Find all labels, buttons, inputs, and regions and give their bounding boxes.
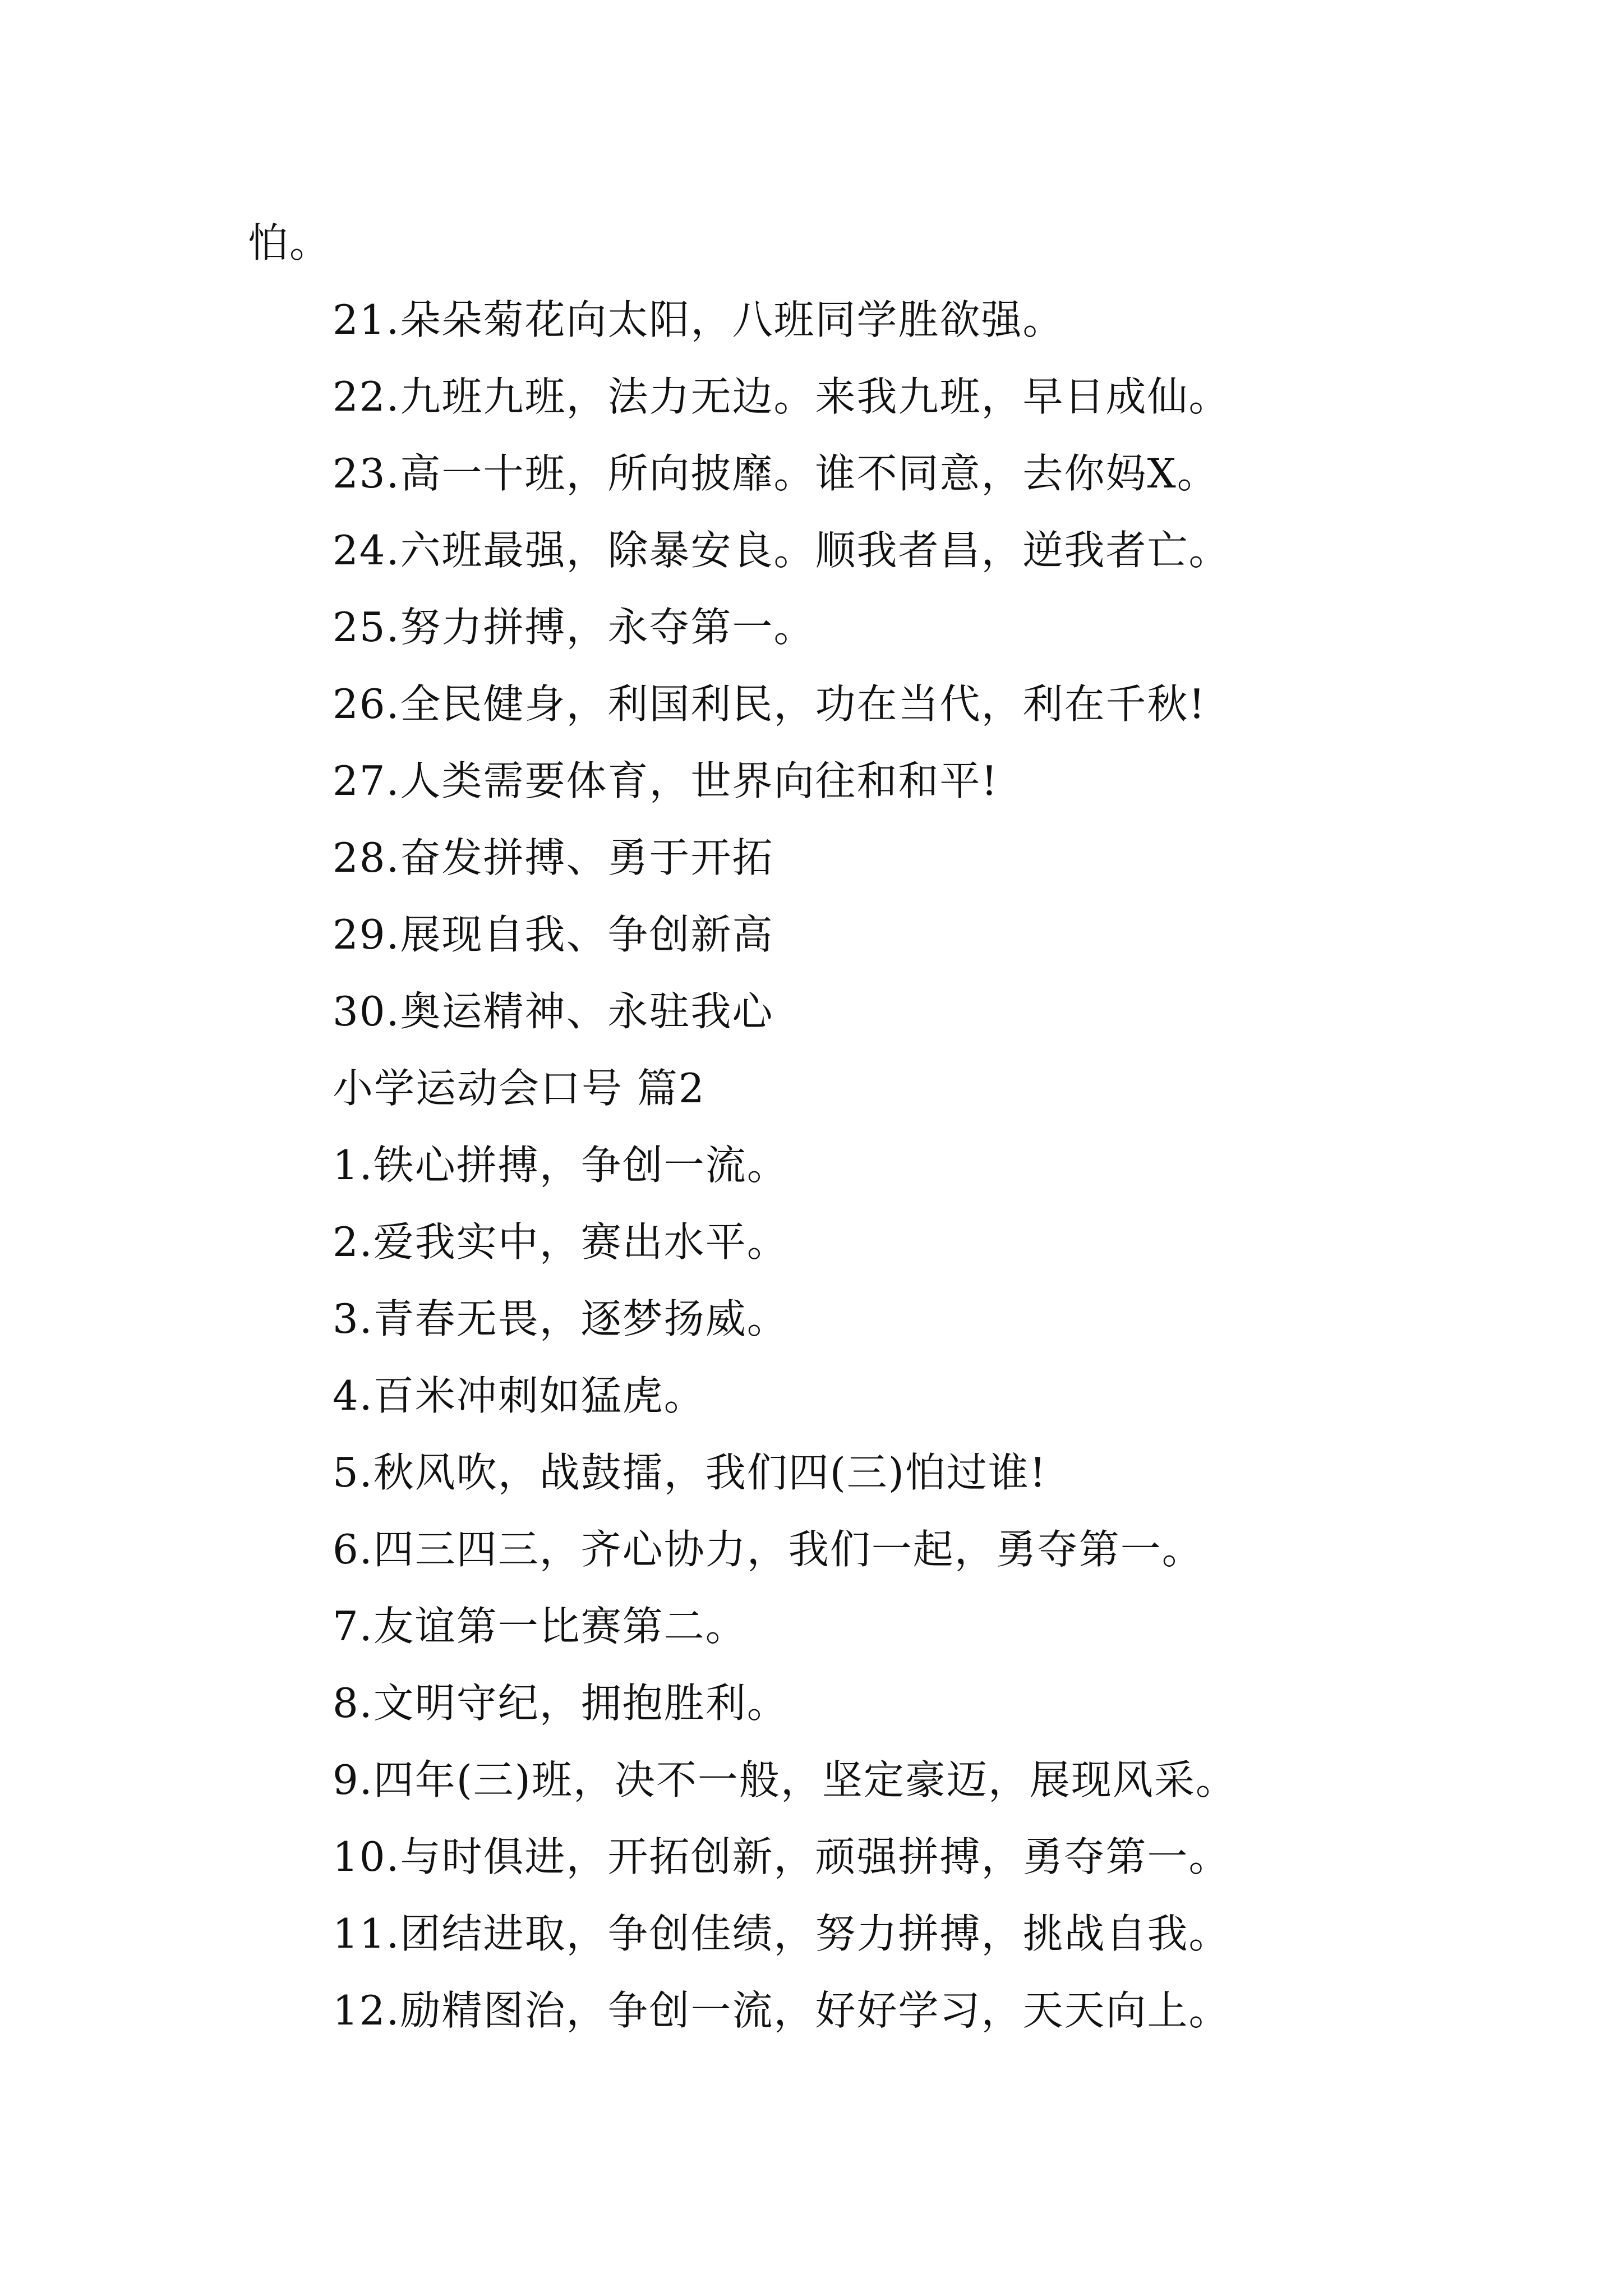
slogan-item: 11.团结进取，争创佳绩，努力拼搏，挑战自我。 (333, 1910, 1230, 1957)
slogan-item: 26.全民健身，利国利民，功在当代，利在千秋! (333, 680, 1206, 728)
slogan-item: 24.六班最强，除暴安良。顺我者昌，逆我者亡。 (333, 527, 1230, 574)
slogan-item: 9.四年(三)班，决不一般，坚定豪迈，展现风采。 (333, 1756, 1237, 1803)
document-body (0, 205, 1623, 2049)
slogan-item: 12.励精图治，争创一流，好好学习，天天向上。 (333, 1987, 1230, 2034)
slogan-item: 1.铁心拼搏，争创一流。 (333, 1142, 789, 1189)
slogan-item: 25.努力拼搏，永夺第一。 (333, 604, 815, 651)
slogan-item: 21.朵朵菊花向太阳，八班同学胜欲强。 (333, 296, 1064, 343)
slogan-item: 5.秋风吹，战鼓擂，我们四(三)怕过谁! (333, 1449, 1047, 1496)
slogan-item: 6.四三四三，齐心协力，我们一起，勇夺第一。 (333, 1526, 1204, 1573)
slogan-item: 10.与时俱进，开拓创新，顽强拼搏，勇夺第一。 (333, 1833, 1230, 1880)
slogan-item: 29.展现自我、争创新高 (333, 911, 774, 958)
slogan-item: 4.百米冲刺如猛虎。 (333, 1372, 706, 1419)
slogan-item: 2.爱我实中，赛出水平。 (333, 1218, 789, 1266)
slogan-item: 22.九班九班，法力无边。来我九班，早日成仙。 (333, 373, 1230, 420)
slogan-item: 30.奥运精神、永驻我心 (333, 988, 774, 1035)
slogan-item: 27.人类需要体育，世界向往和和平! (333, 757, 999, 804)
slogan-item: 7.友谊第一比赛第二。 (333, 1603, 747, 1650)
text-line: 怕。 (248, 219, 331, 266)
slogan-item: 8.文明守纪，拥抱胜利。 (333, 1680, 789, 1727)
section-heading: 小学运动会口号 篇2 (333, 1065, 706, 1112)
slogan-item: 3.青春无畏，逐梦扬威。 (333, 1295, 789, 1342)
slogan-item: 28.奋发拼搏、勇于开拓 (333, 834, 774, 881)
slogan-item: 23.高一十班，所向披靡。谁不同意，去你妈X。 (333, 450, 1219, 497)
